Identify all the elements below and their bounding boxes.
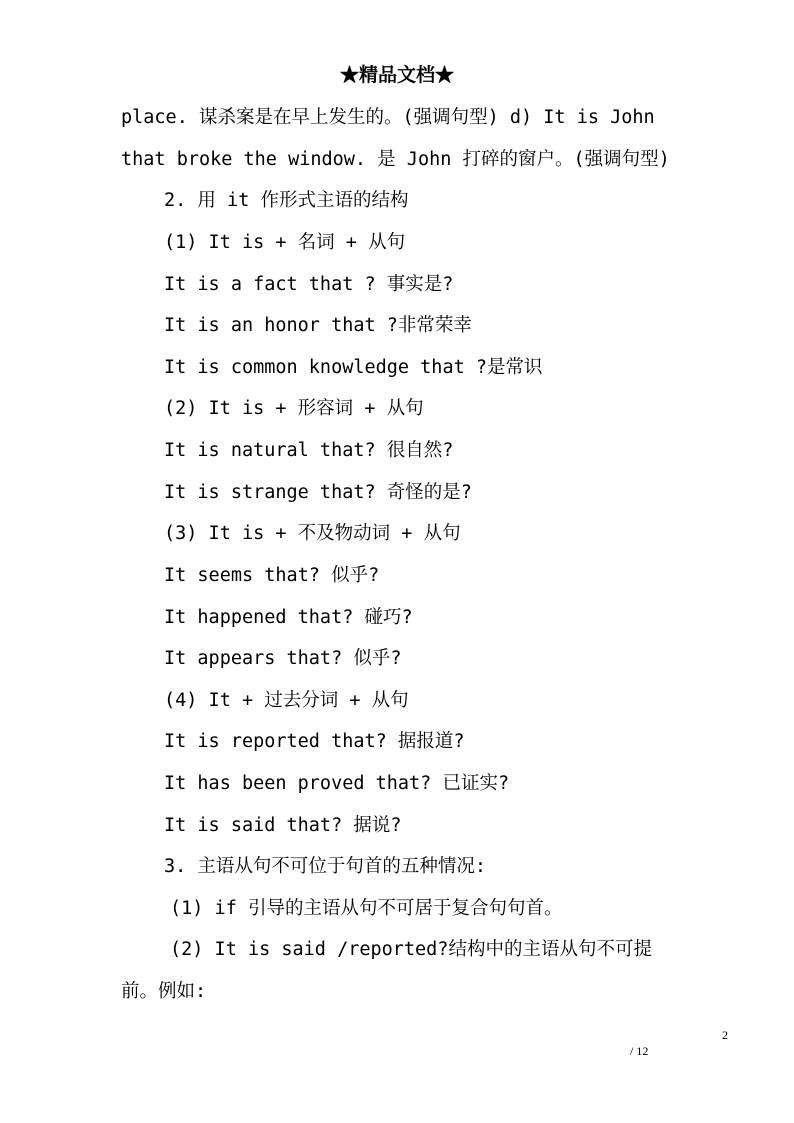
text-line: 3. 主语从句不可位于句首的五种情况: — [164, 856, 487, 877]
text-line: (2) It is said /reported?结构中的主语从句不可提 — [170, 939, 652, 960]
text-line: (1) It is + 名词 + 从句 — [164, 232, 406, 253]
text-line: It is said that? 据说? — [164, 815, 402, 836]
page-number: 2 — [722, 1028, 728, 1042]
text-line: It is natural that? 很自然? — [164, 440, 454, 461]
text-line: It appears that? 似乎? — [164, 648, 402, 669]
text-line: It is a fact that ? 事实是? — [164, 274, 454, 295]
text-line: (1) if 引导的主语从句不可居于复合句句首。 — [170, 898, 563, 919]
page-total: / 12 — [630, 1044, 649, 1058]
text-line: It seems that? 似乎? — [164, 565, 380, 586]
text-line: (3) It is + 不及物动词 + 从句 — [164, 523, 461, 544]
document-header-title: ★精品文档★ — [339, 64, 454, 86]
text-line: 2. 用 it 作形式主语的结构 — [164, 190, 409, 211]
text-line: It is reported that? 据报道? — [164, 731, 465, 752]
text-line: (2) It is + 形容词 + 从句 — [164, 398, 424, 419]
text-line: It is common knowledge that ?是常识 — [164, 357, 543, 378]
text-line: It is strange that? 奇怪的是? — [164, 482, 472, 503]
text-line: It happened that? 碰巧? — [164, 607, 413, 628]
text-line: (4) It + 过去分词 + 从句 — [164, 690, 409, 711]
text-line: 前。例如: — [121, 981, 207, 1002]
text-line: It is an honor that ?非常荣幸 — [164, 315, 472, 336]
text-line: place. 谋杀案是在早上发生的。(强调句型) d) It is John — [121, 107, 655, 128]
text-line: that broke the window. 是 John 打碎的窗户。(强调句型) — [121, 149, 670, 170]
text-line: It has been proved that? 已证实? — [164, 773, 510, 794]
